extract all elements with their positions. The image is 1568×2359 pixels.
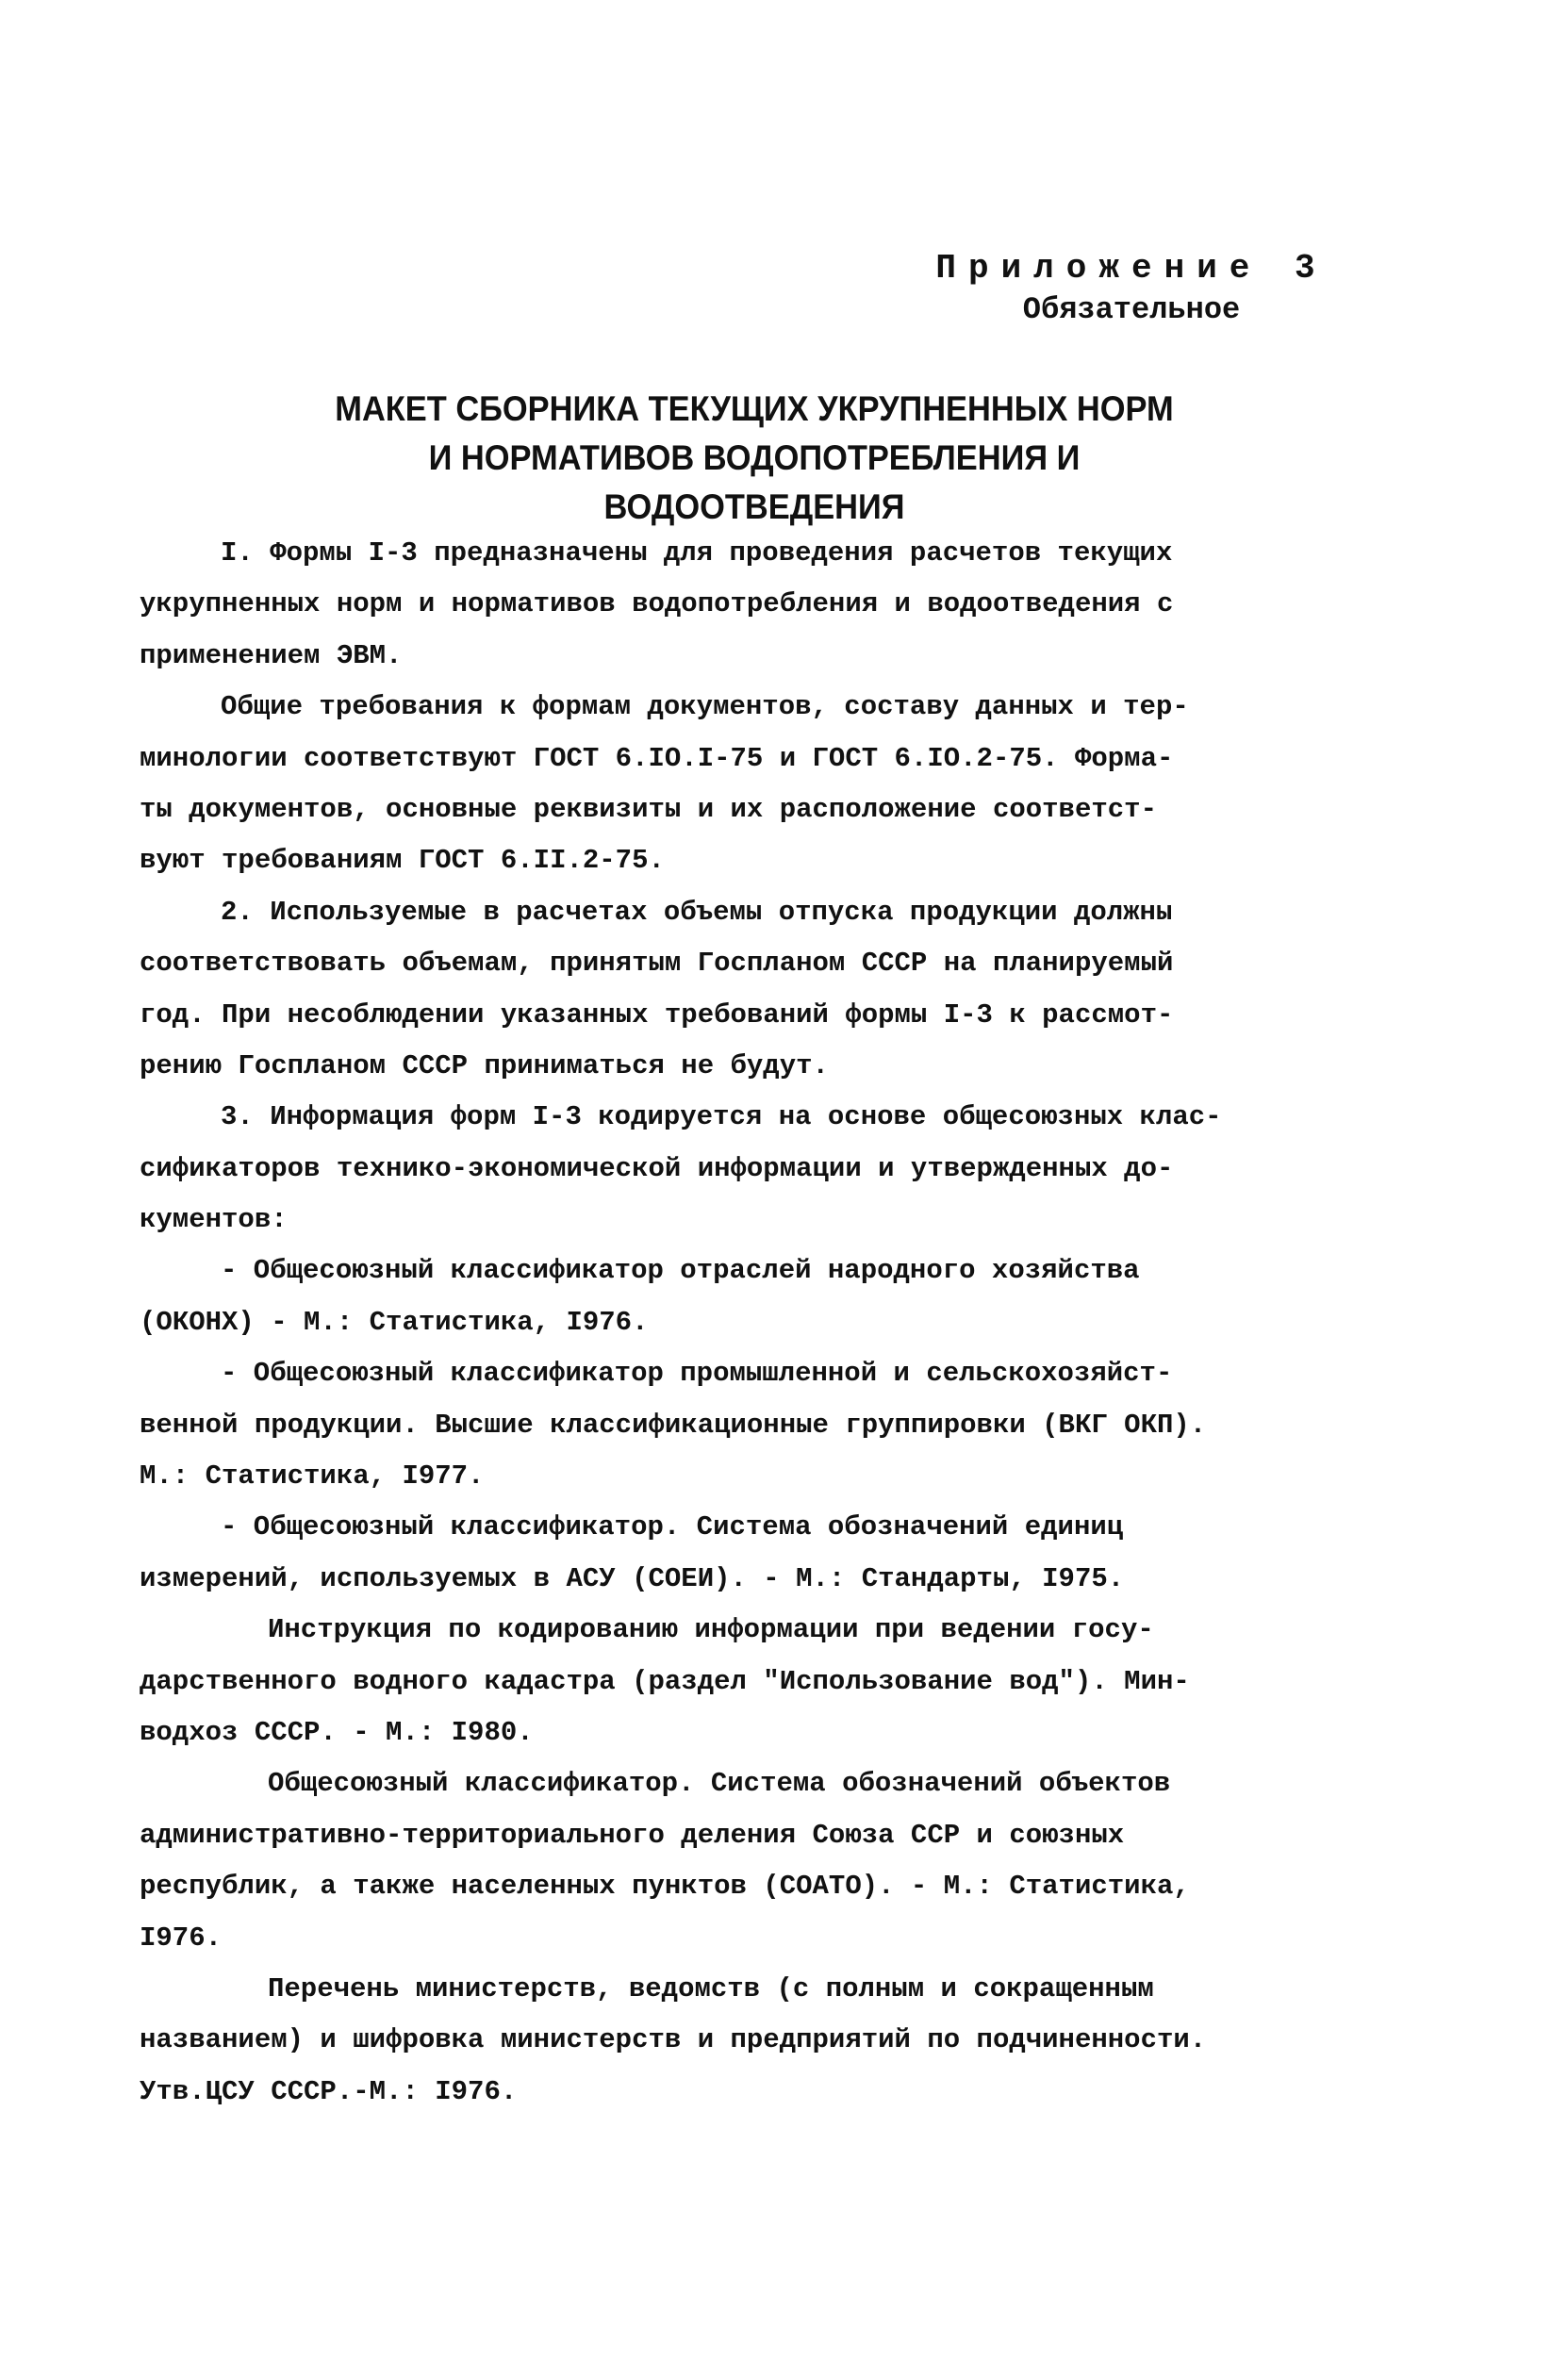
text-line: венной продукции. Высшие классификационные группировки (ВКГ ОКП). [140,1409,1207,1441]
document-body [140,528,1356,2118]
text-line: республик, а также населенных пунктов (СОАТО). - М.: Статистика, [140,1871,1190,1903]
text-line: Утв.ЦСУ СССР.-М.: I976. [140,2075,518,2107]
text-line: - Общесоюзный классификатор отраслей народного хозяйства [221,1255,1140,1287]
document-title-line-1: МАКЕТ СБОРНИКА ТЕКУЩИХ УКРУПНЕННЫХ НОРМ [335,389,1174,428]
text-line: применением ЭВМ. [140,639,403,671]
text-line: минологии соответствуют ГОСТ 6.IO.I-75 и ГОСТ 6.IO.2-75. Форма- [140,742,1174,774]
text-line: дарственного водного кадастра (раздел "Использование вод"). Мин- [140,1665,1190,1697]
text-line: Инструкция по кодированию информации при ведении госу- [268,1614,1154,1646]
appendix-header [924,247,1339,330]
text-line: Перечень министерств, ведомств (с полным и сокращенным [268,1972,1154,2004]
text-line: Общие требования к формам документов, составу данных и тер- [221,691,1189,723]
text-line: (ОКОНХ) - М.: Статистика, I976. [140,1306,649,1338]
text-line: - Общесоюзный классификатор. Система обозначений единиц [221,1511,1124,1543]
text-line: 2. Используемые в расчетах объемы отпуска продукции должны [221,896,1173,928]
text-line: вуют требованиям ГОСТ 6.II.2-75. [140,845,665,877]
text-line: названием) и шифровка министерств и предприятий по подчиненности. [140,2024,1207,2056]
document-title-line-2: И НОРМАТИВОВ ВОДОПОТРЕБЛЕНИЯ И ВОДООТВЕДЕНИЯ [428,438,1081,526]
text-line: 3. Информация форм I-3 кодируется на основе общесоюзных клас- [221,1101,1222,1133]
text-line: I. Формы I-3 предназначены для проведения расчетов текущих [221,537,1173,569]
text-line: измерений, используемых в АСУ (СОЕИ). - М.: Стандарты, I975. [140,1562,1125,1594]
text-line: I976. [140,1922,223,1954]
text-line: укрупненных норм и нормативов водопотребления и водоотведения с [140,588,1174,620]
text-line: - Общесоюзный классификатор промышленной и сельскохозяйст- [221,1358,1173,1390]
text-line: ты документов, основные реквизиты и их расположение соответст- [140,793,1157,825]
text-line: кументов: [140,1204,288,1236]
text-line: административно-территориального деления Союза ССР и союзных [140,1819,1125,1851]
text-line: М.: Статистика, I977. [140,1460,485,1493]
appendix-subtitle: Обязательное [1022,292,1241,327]
appendix-title: Приложение 3 [935,249,1328,288]
text-line: год. При несоблюдении указанных требований формы I-3 к рассмот- [140,998,1174,1031]
text-line: сификаторов технико-экономической информации и утвержденных до- [140,1152,1174,1184]
document-title [298,385,1210,532]
text-line: рению Госпланом СССР приниматься не будут. [140,1049,829,1081]
text-line: Общесоюзный классификатор. Система обозначений объектов [268,1768,1171,1800]
text-line: водхоз СССР. - М.: I980. [140,1716,534,1748]
text-line: соответствовать объемам, принятым Госпланом СССР на планируемый [140,948,1174,980]
